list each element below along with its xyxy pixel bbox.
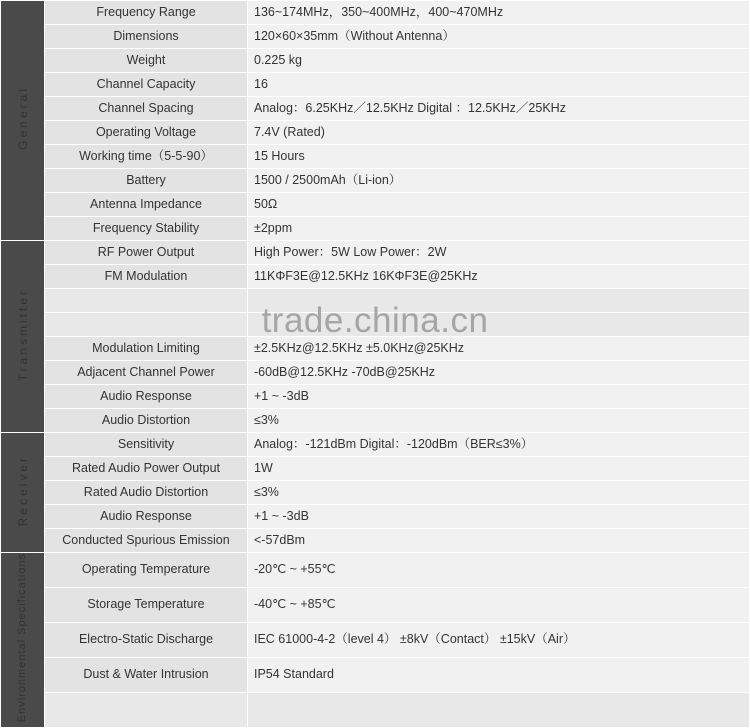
spec-value-cell: 0.225 kg — [248, 49, 750, 73]
table-row — [1, 433, 750, 457]
spec-label-cell: Electro-Static Discharge — [45, 622, 248, 657]
spec-value-cell: 11KΦF3E@12.5KHz 16KΦF3E@25KHz — [248, 265, 750, 289]
table-row — [1, 361, 750, 385]
table-row — [1, 289, 750, 313]
spec-value-cell: IP54 Standard — [248, 657, 750, 692]
spec-label-cell: Dimensions — [45, 25, 248, 49]
spec-label-cell: Rated Audio Power Output — [45, 457, 248, 481]
spec-label-cell: Adjacent Channel Power — [45, 361, 248, 385]
spec-label-cell: Frequency Range — [45, 1, 248, 25]
spec-label-cell: Rated Audio Distortion — [45, 481, 248, 505]
group-header-cell — [1, 553, 45, 728]
table-row — [1, 313, 750, 337]
spec-label-cell: Storage Temperature — [45, 587, 248, 622]
table-row — [1, 692, 750, 727]
table-row — [1, 457, 750, 481]
spec-label-cell: Audio Response — [45, 505, 248, 529]
spec-value-cell: 16 — [248, 73, 750, 97]
spec-value-cell: ±2ppm — [248, 217, 750, 241]
spec-value-cell: ±2.5KHz@12.5KHz ±5.0KHz@25KHz — [248, 337, 750, 361]
spec-label-cell: Modulation Limiting — [45, 337, 248, 361]
spec-value-cell: -60dB@12.5KHz -70dB@25KHz — [248, 361, 750, 385]
group-header-label: Transmitter — [15, 287, 30, 381]
spec-label-cell: Operating Temperature — [45, 553, 248, 588]
spec-value-cell: 50Ω — [248, 193, 750, 217]
spec-value-cell: IEC 61000-4-2（level 4） ±8kV（Contact） ±15kV（Air） — [248, 622, 750, 657]
spacer-cell — [45, 289, 248, 313]
spec-label-cell: Dust & Water Intrusion — [45, 657, 248, 692]
table-row — [1, 121, 750, 145]
table-row — [1, 657, 750, 692]
group-header-label: Receiver — [15, 454, 30, 526]
spec-value-cell: +1 ~ -3dB — [248, 505, 750, 529]
spacer-cell — [248, 289, 750, 313]
spec-value-cell: 120×60×35mm（Without Antenna） — [248, 25, 750, 49]
spec-label-cell: RF Power Output — [45, 241, 248, 265]
group-header-label: Environmental Specifications — [16, 553, 28, 723]
spec-value-cell: 15 Hours — [248, 145, 750, 169]
table-row — [1, 97, 750, 121]
group-header-cell — [1, 433, 45, 553]
table-row — [1, 145, 750, 169]
spec-value-cell: 1W — [248, 457, 750, 481]
table-row — [1, 73, 750, 97]
group-header-label: General — [15, 86, 30, 151]
spec-label-cell: Weight — [45, 49, 248, 73]
table-row — [1, 265, 750, 289]
table-row — [1, 529, 750, 553]
spacer-cell — [248, 313, 750, 337]
table-row — [1, 409, 750, 433]
spacer-cell — [45, 692, 248, 727]
group-header-cell — [1, 1, 45, 241]
table-row — [1, 622, 750, 657]
spec-value-cell: +1 ~ -3dB — [248, 385, 750, 409]
table-row — [1, 1, 750, 25]
spec-value-cell: <-57dBm — [248, 529, 750, 553]
table-row — [1, 193, 750, 217]
spec-value-cell: 7.4V (Rated) — [248, 121, 750, 145]
table-row — [1, 587, 750, 622]
spec-label-cell: Channel Capacity — [45, 73, 248, 97]
spacer-cell — [248, 692, 750, 727]
table-row — [1, 169, 750, 193]
table-row — [1, 481, 750, 505]
spec-value-cell: ≤3% — [248, 409, 750, 433]
spec-label-cell: Conducted Spurious Emission — [45, 529, 248, 553]
spec-label-cell: Audio Distortion — [45, 409, 248, 433]
group-header-cell — [1, 241, 45, 433]
table-row — [1, 217, 750, 241]
spec-value-cell: Analog：-121dBm Digital：-120dBm（BER≤3%） — [248, 433, 750, 457]
spec-label-cell: Frequency Stability — [45, 217, 248, 241]
spacer-cell — [45, 313, 248, 337]
table-row — [1, 49, 750, 73]
watermark-text: trade.china.cn — [261, 301, 489, 340]
spec-value-cell: -40℃ ~ +85℃ — [248, 587, 750, 622]
spec-label-cell: Antenna Impedance — [45, 193, 248, 217]
specifications-table-body — [1, 1, 750, 728]
table-row — [1, 241, 750, 265]
table-row — [1, 385, 750, 409]
spec-label-cell: Working time（5-5-90） — [45, 145, 248, 169]
spec-value-cell: -20℃ ~ +55℃ — [248, 553, 750, 588]
spec-value-cell: High Power：5W Low Power：2W — [248, 241, 750, 265]
spec-label-cell: FM Modulation — [45, 265, 248, 289]
spec-label-cell: Channel Spacing — [45, 97, 248, 121]
spec-value-cell: ≤3% — [248, 481, 750, 505]
spec-label-cell: Sensitivity — [45, 433, 248, 457]
table-row — [1, 337, 750, 361]
table-row — [1, 505, 750, 529]
spec-value-cell: 1500 / 2500mAh（Li-ion） — [248, 169, 750, 193]
table-row — [1, 553, 750, 588]
table-row — [1, 25, 750, 49]
spec-value-cell: Analog：6.25KHz／12.5KHz Digital ：12.5KHz／25KHz — [248, 97, 750, 121]
spec-label-cell: Operating Voltage — [45, 121, 248, 145]
spec-label-cell: Battery — [45, 169, 248, 193]
spec-label-cell: Audio Response — [45, 385, 248, 409]
spec-value-cell: 136~174MHz，350~400MHz，400~470MHz — [248, 1, 750, 25]
